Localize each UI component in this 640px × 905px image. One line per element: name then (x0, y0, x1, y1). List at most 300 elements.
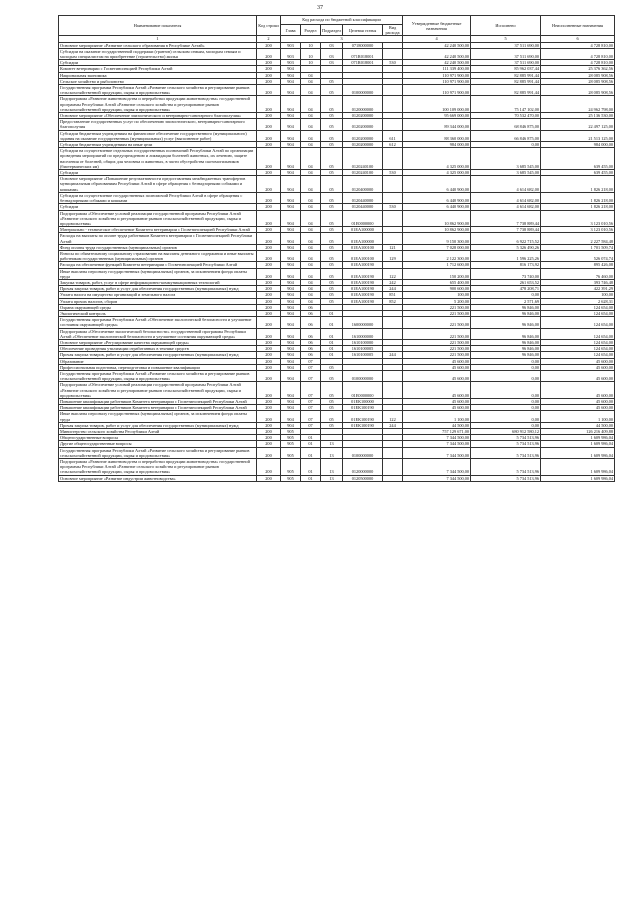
row-podrazdel: 03 (321, 42, 343, 48)
row-podrazdel: 03 (321, 60, 343, 66)
row-csr: 0120200000 (343, 113, 383, 119)
row-executed: 5 734 513,96 (471, 435, 541, 441)
row-podrazdel: 13 (321, 441, 343, 447)
row-podrazdel: 05 (321, 279, 343, 285)
row-approved: 100,00 (403, 292, 471, 298)
header-unexecuted: Неисполненные назначения (541, 16, 615, 36)
row-glava: 905 (281, 429, 301, 435)
row-podrazdel: 05 (321, 382, 343, 399)
row-unexecuted: 28 085 908,56 (541, 85, 615, 96)
header-row-code: Код строки (257, 16, 281, 36)
row-glava: 904 (281, 268, 301, 279)
row-unexecuted: 124 654,00 (541, 328, 615, 339)
row-code: 200 (257, 204, 281, 210)
row-name: Государственная программа Республики Алтай «Обеспечение экологической безопасности и улучшение состояния окружающей среды» (59, 317, 257, 328)
row-podrazdel: 05 (321, 130, 343, 141)
row-name: Сельское хозяйство и рыболовство (59, 78, 257, 84)
row-code: 200 (257, 268, 281, 279)
row-glava: 904 (281, 339, 301, 345)
row-unexecuted: 3 123 010,56 (541, 227, 615, 233)
row-executed: 1 596 225,26 (471, 250, 541, 261)
row-code: 200 (257, 317, 281, 328)
row-approved: 6 440 900,00 (403, 204, 471, 210)
row-code: 200 (257, 358, 281, 364)
row-glava: 904 (281, 119, 301, 130)
row-razdel: 06 (301, 304, 321, 310)
header-razdel: Раздел (301, 25, 321, 36)
row-unexecuted: 639 455,00 (541, 148, 615, 170)
row-razdel: 04 (301, 142, 321, 148)
row-glava: 905 (281, 475, 301, 481)
row-vr (383, 475, 403, 481)
row-approved: 150 200,00 (403, 268, 471, 279)
row-code: 200 (257, 286, 281, 292)
row-approved: 5 200,00 (403, 298, 471, 304)
row-razdel: 01 (301, 475, 321, 481)
row-approved: 45 600,00 (403, 370, 471, 381)
row-podrazdel: 01 (321, 339, 343, 345)
row-podrazdel: 01 (321, 352, 343, 358)
row-razdel: 01 (301, 459, 321, 476)
row-code: 200 (257, 459, 281, 476)
row-unexecuted: 3 123 010,56 (541, 210, 615, 227)
row-name: Субсидии на осуществление отдельных государственных полномочий Республики Алтай по организации проведения мероприятий по предупреждению и ликвидации болезней животных, их лечению, защите населения от болезней, общих для человека и животных, в части обустройства скотомогильников (биотермических ям) (59, 148, 257, 170)
row-glava: 904 (281, 244, 301, 250)
row-glava: 903 (281, 42, 301, 48)
row-razdel: 04 (301, 298, 321, 304)
row-unexecuted: 1 609 986,04 (541, 459, 615, 476)
header-glava: Глава (281, 25, 301, 36)
row-vr (383, 96, 403, 113)
row-approved: 42 240 500,00 (403, 42, 471, 48)
row-code: 200 (257, 210, 281, 227)
row-razdel: 04 (301, 268, 321, 279)
row-unexecuted: 45 600,00 (541, 399, 615, 405)
row-name: Государственная программа Республики Алтай «Развитие сельского хозяйства и регулирование рынков сельскохозяйственной продукции, сырья и продовольствия» (59, 447, 257, 458)
row-podrazdel: 05 (321, 210, 343, 227)
row-razdel: 07 (301, 405, 321, 411)
row-executed: 68 846 875,00 (471, 119, 541, 130)
row-unexecuted: 124 654,00 (541, 310, 615, 316)
row-unexecuted: 124 654,00 (541, 352, 615, 358)
table-row (59, 119, 615, 130)
row-razdel: 04 (301, 148, 321, 170)
row-code: 200 (257, 441, 281, 447)
row-code: 200 (257, 148, 281, 170)
row-unexecuted: 1 826 218,00 (541, 176, 615, 193)
row-executed: 2 571,69 (471, 298, 541, 304)
row-unexecuted: 1 609 986,04 (541, 441, 615, 447)
row-podrazdel: 05 (321, 119, 343, 130)
row-name: Иные выплаты персоналу государственных (муниципальных) органов, за исключением фонда оплаты труда (59, 411, 257, 422)
row-vr: 244 (383, 422, 403, 428)
table-row (59, 210, 615, 227)
row-executed: 0,00 (471, 405, 541, 411)
row-name: Другие общегосударственные вопросы (59, 441, 257, 447)
row-vr (383, 210, 403, 227)
row-executed: 85 962 037,44 (471, 66, 541, 72)
row-approved: 9 150 300,00 (403, 233, 471, 244)
row-csr: 01ЕА100000 (343, 227, 383, 233)
row-unexecuted: 1 609 986,04 (541, 475, 615, 481)
row-vr: 530 (383, 60, 403, 66)
row-glava: 904 (281, 411, 301, 422)
row-csr: 0120440000 (343, 204, 383, 210)
table-row (59, 85, 615, 96)
row-name: Подпрограмма «Развитие животноводства и переработки продукции животноводства» государственной программы Республики Алтай «Развитие сельского хозяйства и регулирование рынков сельскохозяйственной продукции, сырья и продовольствия» (59, 459, 257, 476)
row-approved: 45 600,00 (403, 399, 471, 405)
row-code: 200 (257, 78, 281, 84)
row-name: Субсидии бюджетным учреждениям на финансовое обеспечение государственного (муниципального) задания на оказание государственных (муниципальных) услуг (выполнение работ) (59, 130, 257, 141)
header-executed: Исполнено (471, 16, 541, 36)
header-podrazdel: Подраздел (321, 25, 343, 36)
row-executed: 96 846,00 (471, 352, 541, 358)
row-name: Подпрограмма «Развитие животноводства и переработки продукции животноводства» государственной программы Республики Алтай «Развитие сельского хозяйства и регулирование рынков сельскохозяйственной продукции, сырья и продовольствия» (59, 96, 257, 113)
row-glava: 904 (281, 72, 301, 78)
row-glava: 904 (281, 328, 301, 339)
row-code: 200 (257, 399, 281, 405)
row-unexecuted: 28 085 908,56 (541, 78, 615, 84)
row-code: 200 (257, 66, 281, 72)
row-name: Прочая закупка товаров, работ и услуг для обеспечения государственных (муниципальных) нужд (59, 352, 257, 358)
row-executed: 3 685 545,00 (471, 170, 541, 176)
row-unexecuted: 124 654,00 (541, 339, 615, 345)
row-razdel: 07 (301, 370, 321, 381)
table-row (59, 250, 615, 261)
row-podrazdel: 01 (321, 346, 343, 352)
row-approved: 45 600,00 (403, 358, 471, 364)
row-unexecuted: 124 654,00 (541, 317, 615, 328)
table-row (59, 148, 615, 170)
table-row (59, 447, 615, 458)
table-row (59, 176, 615, 193)
row-glava: 904 (281, 405, 301, 411)
row-name: Государственная программа Республики Алтай «Развитие сельского хозяйства и регулирование рынков сельскохозяйственной продукции, сырья и продовольствия» (59, 85, 257, 96)
row-code: 200 (257, 370, 281, 381)
row-glava: 904 (281, 142, 301, 148)
row-name: Основное мероприятие «Развитие сельского образования в Республике Алтай» (59, 42, 257, 48)
row-approved: 984 000,00 (403, 142, 471, 148)
row-code: 200 (257, 48, 281, 59)
row-csr: 071R018001 (343, 60, 383, 66)
row-glava: 904 (281, 370, 301, 381)
row-unexecuted: 2 227 584,48 (541, 233, 615, 244)
row-razdel: 06 (301, 352, 321, 358)
row-vr: 530 (383, 204, 403, 210)
row-podrazdel: 05 (321, 250, 343, 261)
row-name: Основное мероприятие «Развитие индустрии животноводства» (59, 475, 257, 481)
row-vr (383, 85, 403, 96)
row-approved: 7 344 500,00 (403, 441, 471, 447)
row-razdel: 06 (301, 346, 321, 352)
row-vr (383, 328, 403, 339)
row-podrazdel: 05 (321, 96, 343, 113)
col-number: 3 (281, 36, 403, 42)
row-glava: 904 (281, 250, 301, 261)
row-executed: 0,00 (471, 411, 541, 422)
row-executed: 5 734 513,96 (471, 459, 541, 476)
table-row (59, 459, 615, 476)
row-name: Основное мероприятие «Регулирование качества окружающей среды» (59, 339, 257, 345)
row-unexecuted: 1 609 986,04 (541, 435, 615, 441)
row-vr: 129 (383, 250, 403, 261)
row-approved: 221 500,00 (403, 352, 471, 358)
row-code: 200 (257, 475, 281, 481)
row-approved: 45 600,00 (403, 405, 471, 411)
row-vr (383, 382, 403, 399)
row-code: 200 (257, 292, 281, 298)
row-podrazdel: 05 (321, 85, 343, 96)
row-unexecuted: 126 216 409,88 (541, 429, 615, 435)
row-glava: 904 (281, 382, 301, 399)
row-code: 200 (257, 422, 281, 428)
row-approved: 6 440 900,00 (403, 176, 471, 193)
table-row (59, 370, 615, 381)
row-csr: 01Е0000000 (343, 382, 383, 399)
row-vr: 242 (383, 279, 403, 285)
row-approved: 44 500,00 (403, 422, 471, 428)
row-name: Расходы на обеспечение функций Комитета ветеринарии с Госветинспекцией Республики Алтай (59, 262, 257, 268)
row-code: 200 (257, 262, 281, 268)
row-approved: 10 862 900,00 (403, 210, 471, 227)
row-approved: 4 325 000,00 (403, 148, 471, 170)
col-number: 2 (257, 36, 281, 42)
row-name: Профессиональная подготовка, переподготовка и повышение квалификации (59, 364, 257, 370)
row-razdel: 04 (301, 96, 321, 113)
row-name: Расходы на выплаты по оплате труда работников Комитета ветеринарии с Госветинспекцией Республики Алтай (59, 233, 257, 244)
row-executed: 680 912 580,12 (471, 429, 541, 435)
row-razdel: 07 (301, 358, 321, 364)
row-executed: 0,00 (471, 370, 541, 381)
row-code: 200 (257, 298, 281, 304)
row-approved: 45 600,00 (403, 364, 471, 370)
row-csr: 0120240100 (343, 170, 383, 176)
row-podrazdel: 05 (321, 244, 343, 250)
row-razdel: 04 (301, 227, 321, 233)
row-csr: 01ЕА100190 (343, 268, 383, 279)
row-code: 200 (257, 304, 281, 310)
row-razdel: 10 (301, 42, 321, 48)
row-name: Комитет ветеринарии с Госветинспекцией Республики Алтай (59, 66, 257, 72)
row-executed: 70 532 470,00 (471, 113, 541, 119)
row-approved: 88 360 000,00 (403, 130, 471, 141)
row-vr: 244 (383, 286, 403, 292)
row-razdel: 04 (301, 292, 321, 298)
row-podrazdel: 05 (321, 113, 343, 119)
row-approved: 221 500,00 (403, 304, 471, 310)
header-budget-code: Код расхода по бюджетной классификации (281, 16, 403, 25)
row-unexecuted: 4 728 810,00 (541, 48, 615, 59)
row-unexecuted: 21 513 125,00 (541, 130, 615, 141)
row-executed: 75 147 102,00 (471, 96, 541, 113)
row-podrazdel: 05 (321, 227, 343, 233)
col-number: 6 (541, 36, 615, 42)
row-podrazdel: 01 (321, 310, 343, 316)
row-executed: 5 734 513,96 (471, 441, 541, 447)
row-executed: 5 734 513,96 (471, 475, 541, 481)
row-csr: 01ЕА100190 (343, 262, 383, 268)
row-glava: 904 (281, 210, 301, 227)
row-glava: 904 (281, 346, 301, 352)
row-vr (383, 192, 403, 203)
row-code: 200 (257, 328, 281, 339)
row-name: Прочая закупка товаров, работ и услуг для обеспечения государственных (муниципальных) нужд (59, 286, 257, 292)
table-row (59, 192, 615, 203)
row-code: 200 (257, 170, 281, 176)
row-name: Государственная программа Республики Алтай «Развитие сельского хозяйства и регулирование рынков сельскохозяйственной продукции, сырья и продовольствия» (59, 370, 257, 381)
row-vr: 611 (383, 130, 403, 141)
row-vr (383, 148, 403, 170)
row-csr: 0100000000 (343, 370, 383, 381)
row-unexecuted: 44 500,00 (541, 422, 615, 428)
row-approved: 757 129 671,00 (403, 429, 471, 435)
row-razdel: 01 (301, 435, 321, 441)
row-name: Подпрограмма «Обеспечение условий реализации государственной программы Республики Алтай «Развитие сельского хозяйства и регулирование рынков сельскохозяйственной продукции, сырья и продовольствия» (59, 382, 257, 399)
row-name: Закупка товаров, работ, услуг в сфере информационно-коммуникационных технологий (59, 279, 257, 285)
row-csr: 01ЕА100190 (343, 286, 383, 292)
row-name: Повышение квалификации работников Комитета ветеринарии с Госветинспекцией Республики Алтай (59, 405, 257, 411)
row-csr: 01ЕК100190 (343, 422, 383, 428)
row-csr: 1610000000 (343, 328, 383, 339)
row-csr: 071R018001 (343, 48, 383, 59)
row-vr (383, 233, 403, 244)
table-row (59, 268, 615, 279)
row-vr: 122 (383, 268, 403, 279)
row-razdel: 04 (301, 262, 321, 268)
row-podrazdel: 05 (321, 148, 343, 170)
row-razdel: 01 (301, 447, 321, 458)
row-executed: 82 885 991,44 (471, 78, 541, 84)
row-name: Субсидии (59, 170, 257, 176)
row-unexecuted: 895 426,08 (541, 262, 615, 268)
row-unexecuted: 45 600,00 (541, 364, 615, 370)
row-unexecuted: 526 074,74 (541, 250, 615, 261)
row-executed: 816 173,92 (471, 262, 541, 268)
row-podrazdel: 05 (321, 268, 343, 279)
row-glava: 905 (281, 435, 301, 441)
row-csr: 01ЕА100190 (343, 279, 383, 285)
row-approved: 111 339 400,00 (403, 66, 471, 72)
row-approved: 7 344 500,00 (403, 435, 471, 441)
row-approved: 221 500,00 (403, 339, 471, 345)
row-unexecuted: 639 455,00 (541, 170, 615, 176)
row-glava: 904 (281, 66, 301, 72)
row-approved: 7 344 500,00 (403, 459, 471, 476)
row-code: 200 (257, 405, 281, 411)
row-razdel: 07 (301, 422, 321, 428)
row-code: 200 (257, 176, 281, 193)
row-executed: 4 614 682,00 (471, 192, 541, 203)
row-podrazdel: 05 (321, 399, 343, 405)
row-glava: 904 (281, 148, 301, 170)
row-razdel: 10 (301, 48, 321, 59)
row-executed: 0,00 (471, 292, 541, 298)
row-podrazdel: 05 (321, 176, 343, 193)
row-csr: 01ЕА100100 (343, 244, 383, 250)
row-name: Субсидии (59, 204, 257, 210)
row-vr (383, 447, 403, 458)
row-code: 200 (257, 244, 281, 250)
row-approved: 89 344 000,00 (403, 119, 471, 130)
row-name: Фонд оплаты труда государственных (муниципальных) органов (59, 244, 257, 250)
row-code: 200 (257, 447, 281, 458)
row-glava: 905 (281, 447, 301, 458)
row-code: 200 (257, 60, 281, 66)
row-name: Охрана окружающей среды (59, 304, 257, 310)
row-razdel: 07 (301, 364, 321, 370)
row-podrazdel: 01 (321, 317, 343, 328)
row-name: Национальная экономика (59, 72, 257, 78)
col-number: 5 (471, 36, 541, 42)
row-razdel: 04 (301, 78, 321, 84)
row-vr (383, 176, 403, 193)
row-razdel: 06 (301, 310, 321, 316)
row-razdel: 04 (301, 113, 321, 119)
table-row (59, 475, 615, 481)
row-name: Обеспечение проведения утилизации отработанных в технике средств (59, 346, 257, 352)
row-razdel: 04 (301, 244, 321, 250)
row-executed: 7 738 889,44 (471, 210, 541, 227)
row-name: Основное мероприятие «Обеспечение эпизоотического и ветеринарно-санитарного благополучия» (59, 113, 257, 119)
row-vr: 122 (383, 411, 403, 422)
row-vr (383, 459, 403, 476)
row-unexecuted: 28 085 908,56 (541, 72, 615, 78)
row-code: 200 (257, 411, 281, 422)
row-code: 200 (257, 364, 281, 370)
budget-execution-table (58, 15, 615, 482)
row-glava: 904 (281, 233, 301, 244)
row-csr: 1610100000 (343, 339, 383, 345)
row-vr: 530 (383, 170, 403, 176)
row-name: Материально - техническое обеспечение Комитета ветеринарии с Госветинспекцией Республики Алтай (59, 227, 257, 233)
row-podrazdel: 05 (321, 411, 343, 422)
row-executed: 82 885 991,44 (471, 85, 541, 96)
row-executed: 96 846,00 (471, 346, 541, 352)
row-code: 200 (257, 339, 281, 345)
row-name: Субсидии (59, 60, 257, 66)
row-approved: 7 028 000,00 (403, 244, 471, 250)
row-podrazdel: 05 (321, 233, 343, 244)
page-number: 37 (317, 5, 323, 11)
row-glava: 904 (281, 192, 301, 203)
row-csr: 01ЕК100000 (343, 399, 383, 405)
row-unexecuted: 45 600,00 (541, 370, 615, 381)
row-csr: 1610100005 (343, 346, 383, 352)
header-csr: Целевая статья (343, 25, 383, 36)
row-glava: 904 (281, 96, 301, 113)
row-podrazdel: 01 (321, 328, 343, 339)
row-approved: 900 600,00 (403, 286, 471, 292)
row-approved: 6 440 900,00 (403, 192, 471, 203)
row-razdel: 04 (301, 192, 321, 203)
row-code: 200 (257, 429, 281, 435)
table-row (59, 130, 615, 141)
row-glava: 904 (281, 399, 301, 405)
row-executed: 4 614 682,00 (471, 204, 541, 210)
row-executed: 82 885 991,44 (471, 72, 541, 78)
row-approved: 1 712 600,00 (403, 262, 471, 268)
row-code: 200 (257, 352, 281, 358)
row-csr: 01ЕА100000 (343, 233, 383, 244)
row-razdel: 04 (301, 286, 321, 292)
row-name: Субсидии бюджетным учреждениям на иные цели (59, 142, 257, 148)
row-executed: 0,00 (471, 364, 541, 370)
col-number: 1 (59, 36, 257, 42)
row-approved: 2 122 300,00 (403, 250, 471, 261)
row-csr: 01ЕК100190 (343, 405, 383, 411)
row-csr: 0120440000 (343, 192, 383, 203)
row-executed: 0,00 (471, 422, 541, 428)
